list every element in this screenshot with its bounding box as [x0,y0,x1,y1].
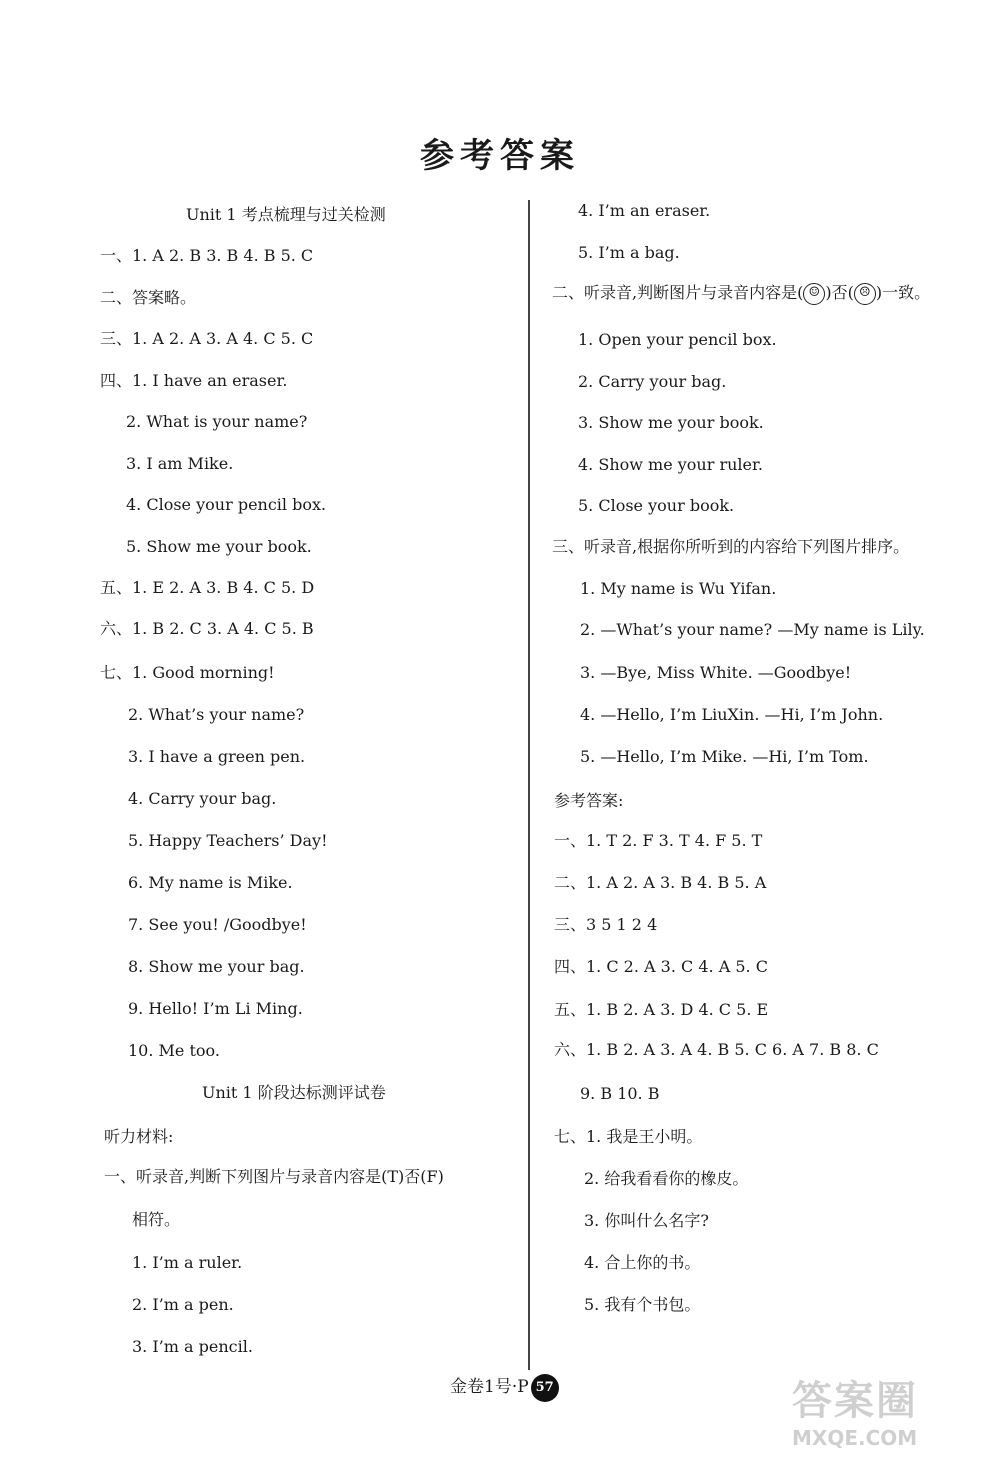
question-3-heading: 三、听录音,根据你所听到的内容给下列图片排序。 [552,537,910,556]
answer-line: 10. Me too. [128,1041,220,1060]
answer-line: 1. Open your pencil box. [578,330,777,349]
answer-line: 1. My name is Wu Yifan. [580,579,777,598]
watermark-logo [792,1369,982,1449]
answer-line: 相符。 [132,1210,181,1229]
answer-line: 2. 给我看看你的橡皮。 [584,1169,749,1188]
answer-line: 三、1. A 2. A 3. A 4. C 5. C [100,329,314,348]
answer-line: 三、3 5 1 2 4 [554,915,658,934]
page-number: 57 [531,1374,559,1402]
answer-line: 1. I’m a ruler. [132,1253,243,1272]
answer-line: 五、1. B 2. A 3. D 4. C 5. E [554,1000,769,1019]
page-title: 参考答案 [420,136,580,176]
answer-line: 五、1. E 2. A 3. B 4. C 5. D [100,578,315,597]
page-footer [450,1372,559,1402]
answer-line: 9. B 10. B [580,1084,660,1103]
answer-line: 2. Carry your bag. [578,372,727,391]
answer-line: 4. I’m an eraser. [578,201,711,220]
answer-line: 四、1. C 2. A 3. C 4. A 5. C [554,957,768,976]
question-2-heading [552,282,930,305]
answer-line: 3. 你叫什么名字? [584,1211,709,1230]
answer-line: 一、1. A 2. B 3. B 4. B 5. C [100,246,314,265]
answer-line: 2. —What’s your name? —My name is Lily. [580,620,925,639]
answer-line: 4. Show me your ruler. [578,455,763,474]
answer-line: 二、答案略。 [100,288,197,307]
answer-line: 4. Close your pencil box. [126,495,327,514]
answer-line: 二、1. A 2. A 3. B 4. B 5. A [554,873,767,892]
answer-line: 3. I’m a pencil. [132,1337,253,1356]
footer-text: 金卷1号·P [450,1377,529,1397]
watermark-bottom: MXQE.COM [792,1426,918,1450]
answer-line: 8. Show me your bag. [128,957,305,976]
column-divider [528,200,530,1370]
answer-line: 六、1. B 2. A 3. A 4. B 5. C 6. A 7. B 8. C [554,1040,879,1059]
answer-line: 9. Hello! I’m Li Ming. [128,999,303,1018]
answer-line: 听力材料: [104,1127,174,1146]
answer-line: 4. 合上你的书。 [584,1253,701,1272]
frown-face-icon: ☹ [854,283,876,305]
answer-line: 5. 我有个书包。 [584,1295,701,1314]
answer-line: 六、1. B 2. C 3. A 4. C 5. B [100,619,314,638]
answer-line: 5. —Hello, I’m Mike. —Hi, I’m Tom. [580,747,869,766]
watermark-top: 答案圈 [792,1378,918,1424]
answer-line: 3. Show me your book. [578,413,764,432]
answer-line: 5. Happy Teachers’ Day! [128,831,328,850]
answer-key-heading: 参考答案: [554,791,624,810]
answer-line: 七、1. 我是王小明。 [554,1127,703,1146]
answer-line: 2. What’s your name? [128,705,305,724]
q2-mid: )否( [825,283,854,302]
answer-line: 5. Show me your book. [126,537,312,556]
answer-line: 3. I have a green pen. [128,747,306,766]
answer-line: 4. Carry your bag. [128,789,277,808]
section-heading-unit1-review: Unit 1 考点梳理与过关检测 [186,205,386,224]
answer-line: 3. I am Mike. [126,454,234,473]
answer-line: 5. Close your book. [578,496,735,515]
answer-line: 一、1. T 2. F 3. T 4. F 5. T [554,831,763,850]
answer-line: 七、1. Good morning! [100,663,275,682]
answer-line: 7. See you! /Goodbye! [128,915,307,934]
answer-line: 4. —Hello, I’m LiuXin. —Hi, I’m John. [580,705,884,724]
answer-line: 一、听录音,判断下列图片与录音内容是(T)否(F) [104,1167,444,1186]
answer-line: 2. What is your name? [126,412,308,431]
answer-line: 5. I’m a bag. [578,243,680,262]
answer-line: 2. I’m a pen. [132,1295,234,1314]
answer-line: 四、1. I have an eraser. [100,371,288,390]
section-heading-unit1-test: Unit 1 阶段达标测评试卷 [202,1083,386,1102]
q2-suffix: )一致。 [875,283,931,302]
smile-face-icon: ☺ [803,283,825,305]
answer-line: 6. My name is Mike. [128,873,293,892]
q2-prefix: 二、听录音,判断图片与录音内容是( [552,283,804,302]
answer-line: 3. —Bye, Miss White. —Goodbye! [580,663,852,682]
